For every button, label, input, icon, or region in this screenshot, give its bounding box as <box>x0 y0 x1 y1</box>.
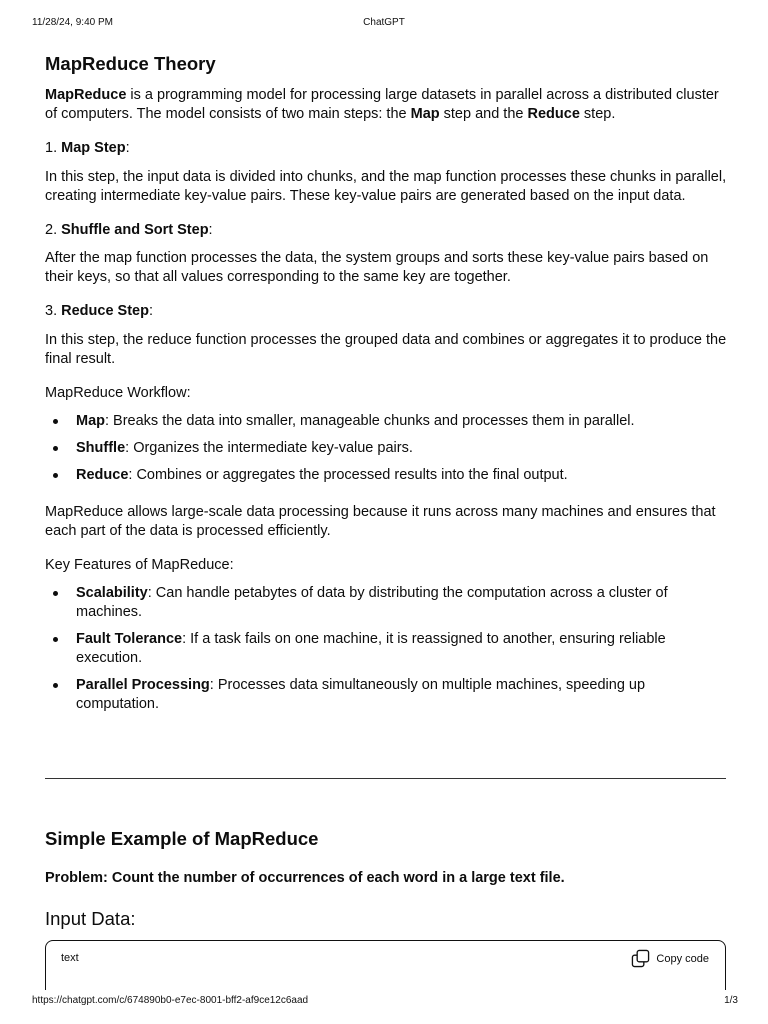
item-text: : Combines or aggregates the processed results into the final output. <box>128 467 568 483</box>
intro-term: MapReduce <box>45 87 127 103</box>
workflow-list <box>45 412 727 485</box>
bullet-icon <box>53 446 58 451</box>
list-item <box>45 466 727 485</box>
bullet-icon <box>53 419 58 424</box>
list-item <box>45 412 727 431</box>
theory-section <box>45 52 727 714</box>
code-language-label: text <box>61 952 79 964</box>
input-data-heading: Input Data: <box>45 908 136 929</box>
step-name: Reduce Step <box>61 303 149 319</box>
intro-paragraph <box>45 86 727 124</box>
print-title: ChatGPT <box>363 17 405 28</box>
step-heading-reduce <box>45 302 727 321</box>
step-heading-shuffle <box>45 221 727 240</box>
map-term: Map <box>410 106 440 122</box>
step-heading-map <box>45 139 727 158</box>
item-term: Parallel Processing <box>76 677 210 693</box>
step-colon: : <box>125 140 130 156</box>
bullet-icon <box>53 637 58 642</box>
problem-statement: Problem: Count the number of occurrences of each word in a large text file. <box>45 870 565 886</box>
features-list <box>45 584 727 714</box>
section-divider <box>45 778 726 779</box>
item-term: Reduce <box>76 467 129 483</box>
item-term: Shuffle <box>76 440 126 456</box>
step-colon: : <box>148 303 153 319</box>
intro-text: step. <box>579 106 616 122</box>
step-name: Map Step <box>61 140 126 156</box>
intro-text: step and the <box>439 106 528 122</box>
example-heading: Simple Example of MapReduce <box>45 828 319 849</box>
step-description-reduce: In this step, the reduce function processes the grouped data and combines or aggregates it to produce the final result. <box>45 332 727 367</box>
item-term: Fault Tolerance <box>76 631 183 647</box>
bullet-icon <box>53 473 58 478</box>
copy-code-label: Copy code <box>656 952 709 965</box>
print-footer <box>32 995 738 1009</box>
step-name: Shuffle and Sort Step <box>61 222 209 238</box>
print-header <box>32 17 736 31</box>
list-item <box>45 439 727 458</box>
step-number: 2. <box>45 222 62 238</box>
step-description-shuffle: After the map function processes the data, the system groups and sorts these key-value pairs based on their keys, so that all values corresponding to the same key are together. <box>45 250 709 285</box>
list-item <box>45 676 727 714</box>
item-text: : Organizes the intermediate key-value pairs. <box>125 440 413 456</box>
bullet-icon <box>53 683 58 688</box>
summary-paragraph: MapReduce allows large-scale data processing because it runs across many machines and ensures that each part of the data is processed efficiently. <box>45 504 716 539</box>
list-item <box>45 630 727 668</box>
item-text: : Processes data simultaneously on multiple machines, speeding up computation. <box>76 677 646 712</box>
copy-icon <box>631 949 650 968</box>
print-url: https://chatgpt.com/c/674890b0-e7ec-8001-bff2-af9ce12c6aad <box>32 995 309 1006</box>
item-text: : Breaks the data into smaller, manageable chunks and processes them in parallel. <box>105 413 635 429</box>
item-term: Scalability <box>76 585 148 601</box>
copy-code-button[interactable] <box>631 949 709 968</box>
list-item <box>45 584 727 622</box>
step-number: 3. <box>45 303 62 319</box>
item-text: : Can handle petabytes of data by distributing the computation across a cluster of machines. <box>76 585 668 620</box>
reduce-term: Reduce <box>527 106 580 122</box>
item-term: Map <box>76 413 105 429</box>
print-datetime: 11/28/24, 9:40 PM <box>32 17 113 28</box>
workflow-heading: MapReduce Workflow: <box>45 385 191 401</box>
step-number: 1. <box>45 140 62 156</box>
step-colon: : <box>208 222 213 238</box>
intro-text: is a programming model for processing large datasets in parallel across a distributed cluster of computers. The model consists of two main steps: the <box>45 87 719 122</box>
page-number: 1/3 <box>724 995 738 1006</box>
features-heading: Key Features of MapReduce: <box>45 557 234 573</box>
bullet-icon <box>53 591 58 596</box>
step-description-map: In this step, the input data is divided into chunks, and the map function processes these chunks in parallel, creating intermediate key-value pairs. These key-value pairs are generated based on the input data. <box>45 169 727 204</box>
theory-heading: MapReduce Theory <box>45 53 216 74</box>
item-text: : If a task fails on one machine, it is reassigned to another, ensuring reliable execution. <box>76 631 666 666</box>
